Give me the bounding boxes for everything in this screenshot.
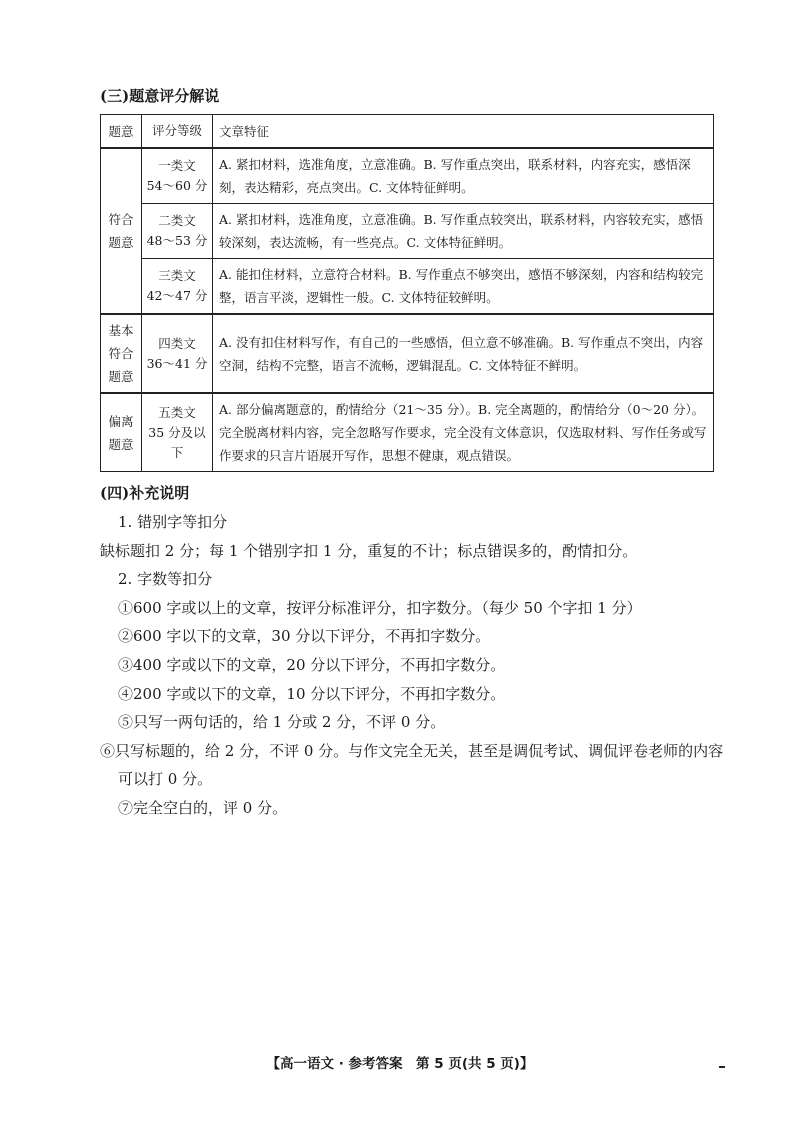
features-cell: A. 没有扣住材料写作，有自己的一些感悟，但立意不够准确。B. 写作重点不突出，内容空洞，结构不完整，语言不流畅，逻辑混乱。C. 文体特征不鲜明。 [213, 314, 714, 393]
item-title: 1. 错别字等扣分 [118, 513, 228, 531]
grade-name: 五类文 [158, 404, 196, 420]
features-cell: A. 紧扣材料，选准角度，立意准确。B. 写作重点较突出，联系材料，内容较充实，感悟较深刻，表达流畅，有一些亮点。C. 文体特征鲜明。 [213, 204, 714, 259]
scoring-table [100, 114, 714, 472]
group-label-deviate: 偏离题意 [101, 393, 142, 472]
supplement-body [100, 508, 728, 823]
table-row [101, 204, 714, 259]
table-row [101, 314, 714, 393]
grade-range: 54～60 分 [146, 178, 208, 193]
header-topic: 题意 [101, 115, 142, 149]
features-cell: A. 能扣住材料，立意符合材料。B. 写作重点不够突出，感悟不够深刻，内容和结构较完整，语言平淡，逻辑性一般。C. 文体特征较鲜明。 [213, 259, 714, 315]
table-row [101, 259, 714, 315]
header-features: 文章特征 [213, 115, 714, 149]
item-title: 2. 字数等扣分 [118, 570, 213, 589]
grade-cell [142, 204, 213, 259]
rule-item: ⑦完全空白的，评 0 分。 [118, 798, 288, 817]
grade-cell [142, 259, 213, 315]
table-header-row [101, 115, 714, 149]
group-label-basic: 基本符合题意 [101, 314, 142, 393]
rule-item: ⑤只写一两句话的，给 1 分或 2 分，不评 0 分。 [118, 713, 446, 732]
table-row [101, 148, 714, 204]
rule-item: ④200 字或以下的文章，10 分以下评分，不再扣字数分。 [118, 684, 506, 703]
grade-cell [142, 148, 213, 204]
group-label-conform: 符合题意 [101, 148, 142, 314]
page-footer: 【高一语文 · 参考答案 第 5 页(共 5 页)】 [266, 1056, 534, 1072]
header-grade: 评分等级 [142, 115, 213, 149]
rule-item: ①600 字或以上的文章，按评分标准评分，扣字数分。（每少 50 个字扣 1 分） [118, 598, 642, 617]
features-cell: A. 紧扣材料，选准角度，立意准确。B. 写作重点突出，联系材料，内容充实，感悟深刻，表达精彩，亮点突出。C. 文体特征鲜明。 [213, 148, 714, 204]
grade-range: 42～47 分 [146, 288, 208, 303]
grade-range: 35 分及以下 [148, 424, 206, 460]
rule-item: ⑥只写标题的，给 2 分，不评 0 分。与作文完全无关，甚至是调侃考试、调侃评卷老师的内容可以打 0 分。 [100, 741, 724, 789]
grade-range: 36～41 分 [146, 355, 208, 371]
section-heading-scoring: (三)题意评分解说 [100, 87, 220, 105]
corner-mark [719, 1066, 725, 1068]
grade-name: 四类文 [158, 335, 196, 351]
features-cell: A. 部分偏离题意的，酌情给分（21～35 分）。B. 完全离题的，酌情给分（0～20 分）。完全脱离材料内容，完全忽略写作要求，完全没有文体意识，仅选取材料、写作任务或写作要求的只言片语展开写作，思想不健康，观点错误。 [213, 393, 714, 472]
item-text: 缺标题扣 2 分；每 1 个错别字扣 1 分，重复的不计；标点错误多的，酌情扣分。 [100, 541, 638, 560]
grade-name: 三类文 [158, 268, 196, 283]
grade-cell [142, 314, 213, 393]
grade-range: 48～53 分 [146, 233, 208, 248]
rule-item: ②600 字以下的文章，30 分以下评分，不再扣字数分。 [118, 627, 491, 646]
grade-cell [142, 393, 213, 472]
rule-item: ③400 字或以下的文章，20 分以下评分，不再扣字数分。 [118, 655, 506, 674]
grade-name: 一类文 [158, 158, 196, 173]
section-heading-supplement: (四)补充说明 [100, 484, 190, 502]
grade-name: 二类文 [158, 213, 196, 228]
table-row [101, 393, 714, 472]
